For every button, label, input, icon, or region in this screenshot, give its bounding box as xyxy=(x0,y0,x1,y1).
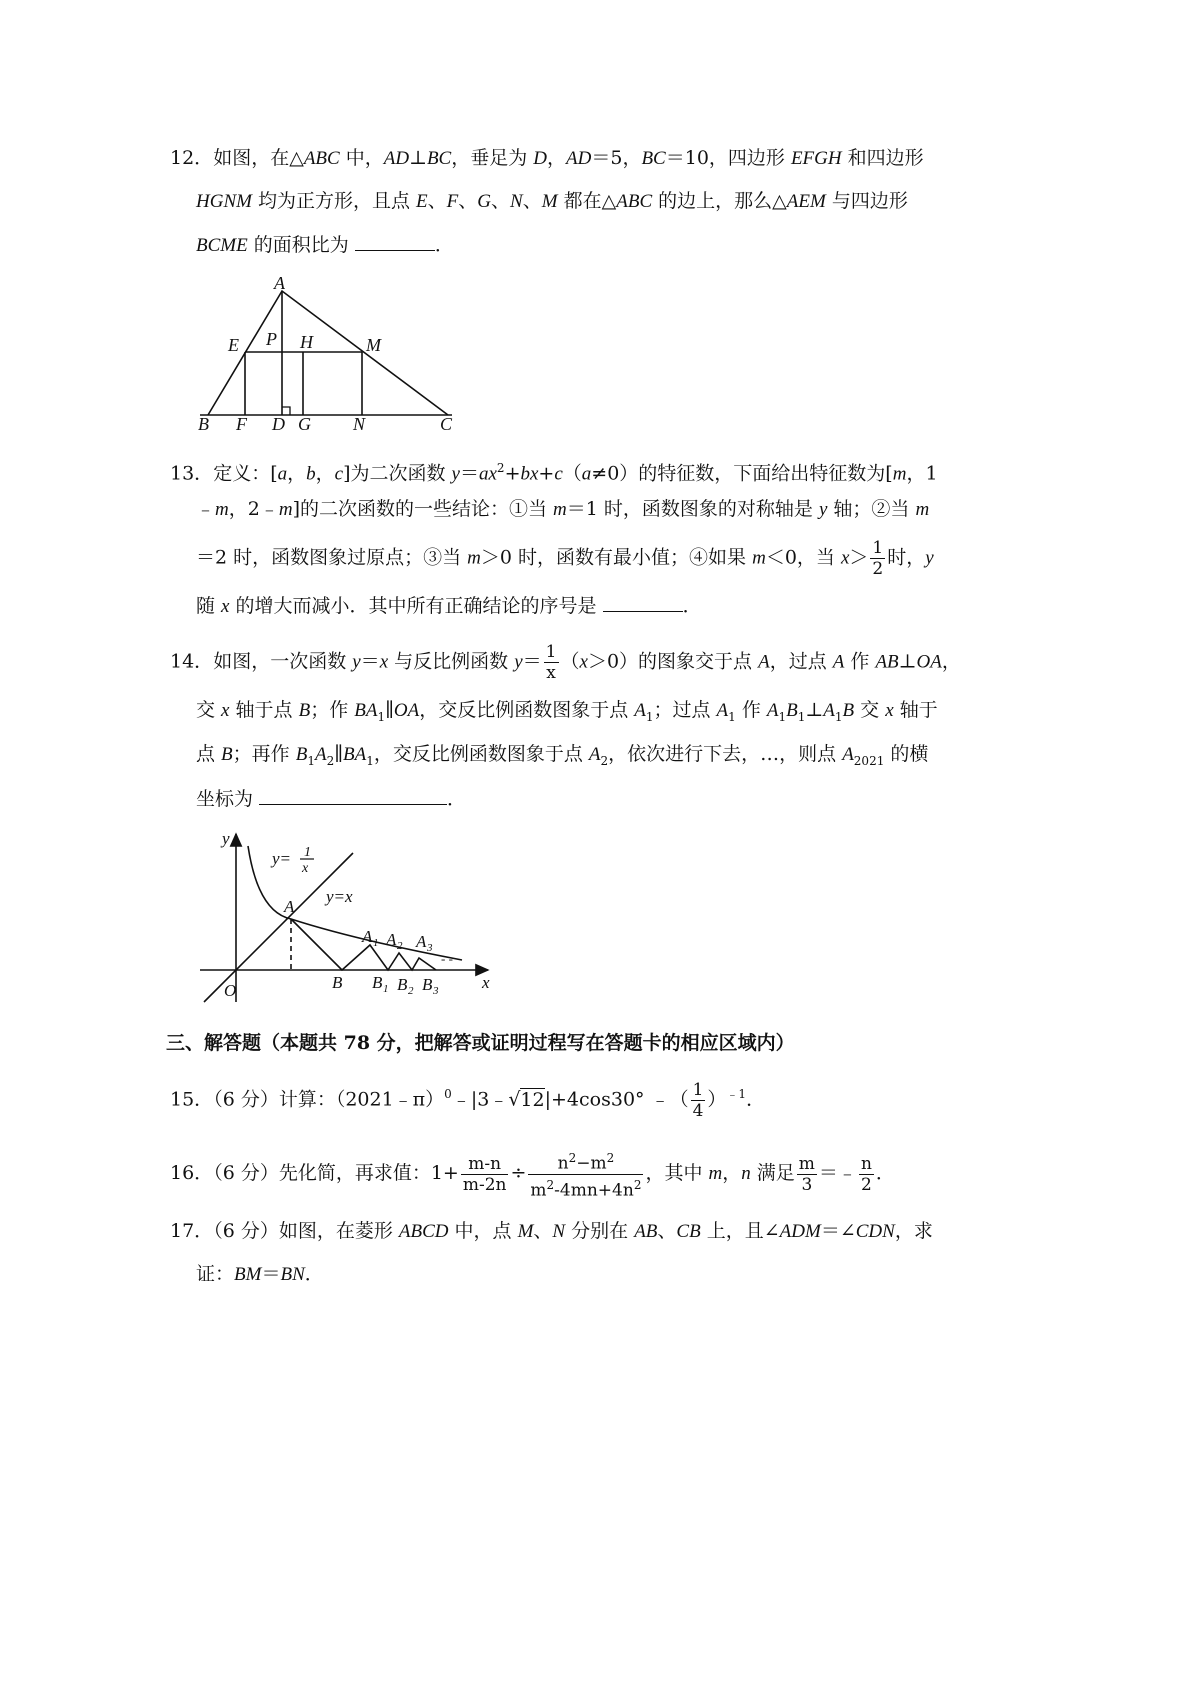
exponent: 2 xyxy=(546,1177,555,1192)
text: M xyxy=(541,191,558,212)
text: ， xyxy=(547,147,567,169)
q14-number: 14． xyxy=(170,650,214,673)
fraction-m-over-3 xyxy=(797,1154,817,1195)
label-one: 1 xyxy=(304,845,311,860)
text: ． xyxy=(304,1263,324,1285)
text: ，交反比例函数图象于点 xyxy=(419,699,635,721)
text: ， xyxy=(722,1162,742,1185)
text: 交 xyxy=(196,699,222,721)
text: y xyxy=(352,651,361,673)
numerator: m xyxy=(798,1153,815,1174)
text: ，交反比例函数图象于点 xyxy=(373,743,589,765)
text: 坐标为 xyxy=(196,788,260,810)
fraction-one-over-x xyxy=(544,642,559,683)
text: ． xyxy=(875,1162,895,1185)
label-b1: B xyxy=(372,973,383,992)
text: B xyxy=(842,700,855,721)
numerator: m-n xyxy=(461,1154,509,1175)
text: A xyxy=(842,744,854,765)
text: ；过点 xyxy=(653,699,717,721)
exponent: 2 xyxy=(568,1151,577,1165)
text: 、 xyxy=(458,190,478,212)
text: n xyxy=(741,1163,751,1185)
label-a1: A xyxy=(362,927,373,946)
text: ADM xyxy=(779,1221,821,1242)
text: ﹣ xyxy=(196,498,216,520)
label-y-eq: y= xyxy=(272,849,292,868)
text: ，1 xyxy=(906,462,938,485)
label-b1-sub: 1 xyxy=(383,983,389,995)
text: B xyxy=(295,744,308,765)
text: y xyxy=(925,547,934,569)
text: F xyxy=(446,191,459,212)
label-a3: A xyxy=(416,932,427,951)
text: x xyxy=(379,651,389,673)
q12-line2 xyxy=(196,189,908,214)
answer-blank[interactable] xyxy=(259,786,447,805)
q14-line1 xyxy=(170,642,961,683)
text: （6 分）先化简，再求值：1+ xyxy=(213,1162,459,1185)
text: ∥ xyxy=(385,699,394,721)
label-d: D xyxy=(272,414,285,432)
text: ]为二次函数 xyxy=(343,462,452,485)
exponent: 2 xyxy=(633,1177,642,1192)
text: BCME xyxy=(196,235,248,256)
label-h: H xyxy=(300,332,313,352)
text: 证： xyxy=(196,1263,235,1285)
text: ；再作 xyxy=(232,743,296,765)
text: BN xyxy=(280,1264,305,1285)
text: ，其中 xyxy=(645,1162,709,1185)
text: ⊥ xyxy=(805,699,824,721)
denominator: x xyxy=(546,663,556,683)
text: B xyxy=(298,700,311,721)
text: 如图，在△ xyxy=(213,147,304,169)
fraction-one-quarter xyxy=(691,1080,706,1121)
text: EFGH xyxy=(790,148,842,169)
text: ＝﹣ xyxy=(818,1162,857,1185)
text: （6 分）如图，在菱形 xyxy=(213,1220,399,1242)
text: ，垂足为 xyxy=(451,147,534,169)
text: BC xyxy=(641,148,666,169)
text: ABC xyxy=(303,148,340,169)
fraction-squares xyxy=(528,1148,643,1200)
label-y: y xyxy=(222,829,230,848)
text: HGNM xyxy=(196,191,252,212)
text: 定义：[ xyxy=(213,462,278,485)
text: c xyxy=(334,463,344,485)
subscript: 1 xyxy=(366,753,374,768)
text: 和四边形 xyxy=(841,147,924,169)
label-b2-sub: 2 xyxy=(408,985,414,997)
answer-blank[interactable] xyxy=(355,232,435,251)
text: 随 xyxy=(196,595,222,617)
text: （ xyxy=(560,650,580,673)
text: ⊥ xyxy=(898,650,917,673)
text: 满足 xyxy=(750,1162,795,1185)
text: n xyxy=(622,1180,634,1201)
q17-line2 xyxy=(196,1262,324,1287)
label-x-denom: x xyxy=(302,861,309,876)
sqrt-symbol: √ xyxy=(508,1088,521,1111)
text: D xyxy=(533,148,548,169)
exponent: ﹣1 xyxy=(726,1087,747,1102)
text: A xyxy=(832,651,845,673)
subscript: 2 xyxy=(326,753,335,768)
text: x xyxy=(221,700,230,721)
text: a xyxy=(277,463,288,485)
text: ＝10，四边形 xyxy=(665,147,791,169)
text: ，求 xyxy=(894,1220,933,1242)
text: ÷ xyxy=(510,1162,527,1185)
q12-line3 xyxy=(196,232,454,258)
text: ﹣|3﹣ xyxy=(451,1088,509,1111)
text: + xyxy=(504,462,521,485)
text: AB xyxy=(634,1221,658,1242)
text: ． xyxy=(447,788,467,810)
line-y-equals-x xyxy=(204,853,353,1002)
text: AD xyxy=(383,148,410,169)
subscript: 1 xyxy=(778,709,787,724)
text: AEM xyxy=(786,191,826,212)
q14-line4 xyxy=(196,786,466,811)
text: 轴；②当 xyxy=(827,498,916,520)
text: ∥ xyxy=(334,743,343,765)
label-p: P xyxy=(266,329,277,349)
text: 点 xyxy=(196,743,222,765)
text: ＝ xyxy=(360,650,380,673)
text: A xyxy=(758,651,770,673)
text: ＝1 时，函数图象的对称轴是 xyxy=(566,498,819,520)
label-n: N xyxy=(353,414,366,432)
fraction-one-half xyxy=(870,538,885,579)
label-a: A xyxy=(284,897,295,916)
text: y xyxy=(514,651,523,673)
text: CB xyxy=(676,1221,701,1242)
text: bx xyxy=(520,463,539,485)
text: 分别在 xyxy=(565,1220,635,1242)
label-o: O xyxy=(224,981,237,1000)
text: ． xyxy=(682,595,702,617)
text: m xyxy=(915,499,930,520)
text: BC xyxy=(426,148,452,169)
denominator xyxy=(528,1175,643,1201)
text: AB xyxy=(875,651,899,673)
text: B xyxy=(221,744,233,765)
q16-line xyxy=(170,1148,895,1200)
q15-number: 15． xyxy=(170,1088,214,1111)
denominator: 4 xyxy=(692,1101,704,1121)
continuation-dots: - - xyxy=(441,951,453,966)
text: + xyxy=(538,462,555,485)
subscript: 1 xyxy=(377,709,386,724)
numerator: 1 xyxy=(692,1080,704,1100)
q14-line3 xyxy=(196,742,928,773)
text: 上，且∠ xyxy=(700,1220,780,1242)
text: 中， xyxy=(339,147,384,169)
text: ABCD xyxy=(398,1221,449,1242)
text: 如图，一次函数 xyxy=(213,650,353,673)
q12-number: 12． xyxy=(170,147,214,169)
text: A xyxy=(716,700,729,721)
exponent: 2 xyxy=(606,1151,615,1165)
text: |+4cos30° ﹣（ xyxy=(544,1088,689,1111)
label-m: M xyxy=(366,335,381,355)
denominator: 3 xyxy=(801,1174,813,1195)
label-b: B xyxy=(332,973,343,992)
text: −m xyxy=(576,1153,607,1174)
triangle-sides xyxy=(208,291,448,415)
denominator: 2 xyxy=(861,1174,872,1195)
text: x xyxy=(885,700,894,721)
text: ，2﹣ xyxy=(228,498,279,520)
label-b3-sub: 3 xyxy=(433,985,439,997)
text: BA xyxy=(354,700,378,721)
text: B xyxy=(786,700,798,721)
label-b3: B xyxy=(422,975,433,994)
text: ⊥ xyxy=(409,147,427,169)
text: 均为正方形，且点 xyxy=(251,190,417,212)
subscript: 2021 xyxy=(853,753,885,768)
subscript: 1 xyxy=(645,709,654,724)
text: BA xyxy=(342,744,367,765)
text: ABC xyxy=(616,191,653,212)
text: x xyxy=(579,651,588,673)
text: ， xyxy=(941,650,961,673)
label-b2: B xyxy=(397,975,408,994)
text: 的边上，那么△ xyxy=(652,190,787,212)
text: 作 xyxy=(844,650,876,673)
fraction-n-over-2 xyxy=(859,1154,874,1195)
label-c: C xyxy=(440,414,453,432)
text: 与反比例函数 xyxy=(388,650,515,673)
denominator: m-2n xyxy=(462,1174,507,1195)
text: A xyxy=(766,700,779,721)
label-a2: A xyxy=(386,930,397,949)
text: c xyxy=(554,463,563,485)
text: x xyxy=(221,596,230,617)
text: N xyxy=(510,191,523,212)
text: 中，点 xyxy=(448,1220,518,1242)
text: ． xyxy=(434,234,454,256)
text: OA xyxy=(393,700,420,721)
text: ，依次进行下去，…，则点 xyxy=(608,743,843,765)
q17-number: 17． xyxy=(170,1220,214,1242)
text: A xyxy=(823,700,835,721)
q13-number: 13． xyxy=(170,462,214,485)
text: 交 xyxy=(854,699,886,721)
text: m xyxy=(215,499,229,520)
text: ， xyxy=(315,462,335,485)
text: ＞0 时，函数有最小值；④如果 xyxy=(480,546,753,569)
text: b xyxy=(306,463,316,485)
text: BM xyxy=(234,1264,262,1285)
text: AD xyxy=(566,148,592,169)
subscript: 1 xyxy=(307,753,315,768)
subscript: 1 xyxy=(834,709,843,724)
text: A xyxy=(588,744,601,765)
text: ＞ xyxy=(849,546,869,569)
text: E xyxy=(416,191,428,212)
text: （ xyxy=(562,462,582,485)
text: 的横 xyxy=(884,743,929,765)
denominator: 2 xyxy=(872,559,884,579)
text: 、 xyxy=(533,1220,553,1242)
text: 、 xyxy=(657,1220,677,1242)
q15-line xyxy=(170,1080,765,1121)
label-f: F xyxy=(236,414,247,432)
q13-line4 xyxy=(196,593,702,619)
text: ＜0，当 xyxy=(765,546,841,569)
text: ；作 xyxy=(310,699,355,721)
hyperbola-figure xyxy=(196,826,506,1008)
label-a: A xyxy=(274,273,285,293)
q17-line1 xyxy=(170,1219,933,1244)
text: G xyxy=(477,191,492,212)
fraction-m-n xyxy=(461,1154,509,1195)
text: 的增大而减小．其中所有正确结论的序号是 xyxy=(229,595,603,617)
text: x xyxy=(840,547,850,569)
answer-blank[interactable] xyxy=(603,593,683,612)
text: 轴于点 xyxy=(229,699,299,721)
text: m xyxy=(530,1180,547,1201)
text: 、 xyxy=(522,190,542,212)
text: ，过点 xyxy=(769,650,833,673)
text: 作 xyxy=(735,699,767,721)
exponent: 2 xyxy=(496,461,505,475)
q12-line1 xyxy=(170,146,924,171)
section-3-heading: 三、解答题（本题共 78 分，把解答或证明过程写在答题卡的相应区域内） xyxy=(166,1032,795,1054)
label-x-axis: x xyxy=(482,973,490,992)
text: ≠0）的特征数，下面给出特征数为[ xyxy=(591,462,893,485)
label-a1-sub: 1 xyxy=(373,937,379,949)
text: ax xyxy=(478,463,497,485)
q13-line3 xyxy=(196,538,934,579)
text: （6 分）计算：（2021﹣π） xyxy=(213,1088,445,1111)
text: 都在△ xyxy=(557,190,617,212)
text: m xyxy=(278,499,293,520)
subscript: 1 xyxy=(797,709,806,724)
text: n xyxy=(557,1153,569,1174)
text: ＝ xyxy=(459,462,479,485)
label-a3-sub: 3 xyxy=(427,942,433,954)
text: ＞0）的图象交于点 xyxy=(587,650,759,673)
label-line: y=x xyxy=(326,887,353,906)
text: ． xyxy=(746,1088,766,1111)
q13-line2 xyxy=(196,497,929,522)
text: ＝2 时，函数图象过原点；③当 xyxy=(196,546,468,569)
q13-line1 xyxy=(170,456,938,486)
text: ＝5， xyxy=(591,147,642,169)
numerator: 1 xyxy=(872,538,884,558)
text: m xyxy=(553,499,567,520)
numerator: n xyxy=(860,1153,872,1174)
text: CDN xyxy=(855,1221,895,1242)
label-b: B xyxy=(198,414,209,432)
text: m xyxy=(752,547,766,569)
text: ＝ xyxy=(522,650,542,673)
subscript: 2 xyxy=(600,753,609,768)
text: ]的二次函数的一些结论：①当 xyxy=(292,498,554,520)
q14-line2 xyxy=(196,698,938,729)
text: 、 xyxy=(491,190,511,212)
text: 轴于 xyxy=(893,699,938,721)
text: y xyxy=(451,463,460,485)
label-e: E xyxy=(228,335,239,355)
text: 的面积比为 xyxy=(247,234,355,256)
text: A xyxy=(634,700,646,721)
text: 时， xyxy=(887,546,926,569)
text: -4mn+4 xyxy=(554,1180,623,1201)
text: A xyxy=(314,744,327,765)
text: ） xyxy=(707,1088,727,1111)
label-g: G xyxy=(298,414,311,432)
label-a2-sub: 2 xyxy=(397,940,403,952)
text: OA xyxy=(916,651,942,673)
text: m xyxy=(892,463,907,485)
numerator: 1 xyxy=(545,642,557,662)
exponent: 0 xyxy=(444,1087,452,1102)
text: a xyxy=(581,463,592,485)
text: 、 xyxy=(427,190,447,212)
numerator xyxy=(528,1148,643,1175)
text: y xyxy=(818,499,828,520)
text: ＝∠ xyxy=(820,1220,856,1242)
triangle-figure xyxy=(190,272,470,432)
text: M xyxy=(517,1221,534,1242)
text: ＝ xyxy=(261,1263,281,1285)
text: m xyxy=(467,547,481,569)
text: N xyxy=(552,1221,566,1242)
q16-number: 16． xyxy=(170,1162,214,1185)
radicand: 12 xyxy=(520,1088,545,1111)
text: ， xyxy=(287,462,307,485)
subscript: 1 xyxy=(728,709,736,724)
text: m xyxy=(708,1163,723,1185)
text: 与四边形 xyxy=(825,190,908,212)
